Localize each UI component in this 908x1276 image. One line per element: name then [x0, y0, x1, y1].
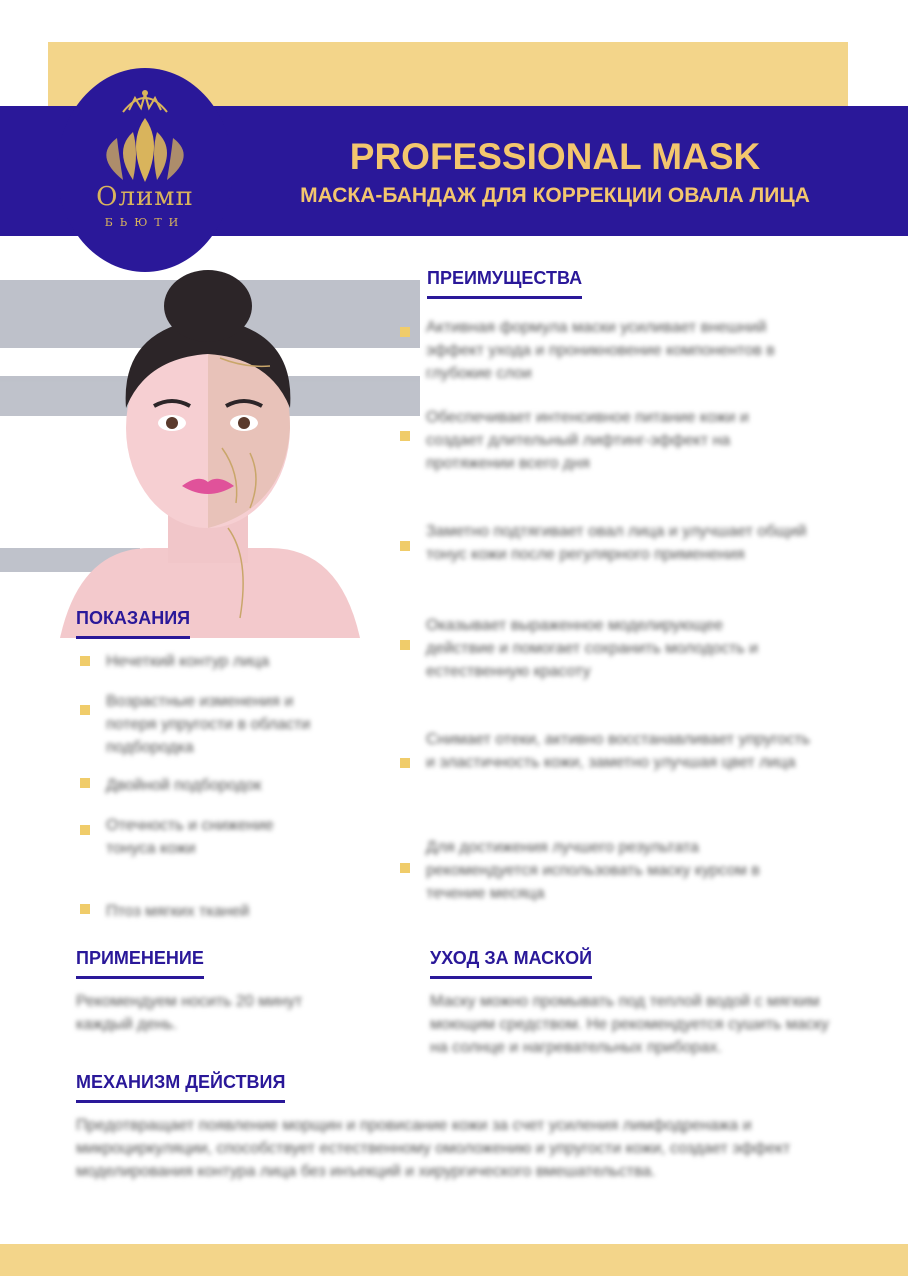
indication-item: Птоз мягких тканей: [106, 903, 250, 920]
mechanism-text: Предотвращает появление морщин и провисание кожи за счет усиления лимфодренажа и микроциркуляции, способствует естественному омоложению и упругости кожи, создает эффект моделирования контура лица без инъекций и хирургического вмешательства.: [76, 1117, 791, 1180]
advantage-item: Активная формула маски усиливает внешний эффект ухода и проникновение компонентов в глубокие слои: [426, 319, 775, 382]
face-before-after-illustration: [0, 258, 420, 638]
application-heading: ПРИМЕНЕНИЕ: [76, 948, 204, 979]
care-heading: УХОД ЗА МАСКОЙ: [430, 948, 592, 979]
page-subtitle: МАСКА-БАНДАЖ ДЛЯ КОРРЕКЦИИ ОВАЛА ЛИЦА: [300, 184, 810, 207]
indication-item: Возрастные изменения и потеря упругости в области подбородка: [106, 693, 311, 756]
bullet-icon: [400, 541, 410, 551]
bullet-icon: [80, 904, 90, 914]
bullet-icon: [80, 825, 90, 835]
bullet-icon: [400, 327, 410, 337]
bullet-icon: [400, 431, 410, 441]
bullet-icon: [400, 758, 410, 768]
bottom-gold-bar: [0, 1244, 908, 1276]
advantage-item: Заметно подтягивает овал лица и улучшает общий тонус кожи после регулярного применения: [426, 523, 807, 563]
bullet-icon: [80, 778, 90, 788]
bullet-icon: [400, 640, 410, 650]
bullet-icon: [80, 656, 90, 666]
care-text: Маску можно промывать под теплой водой с мягким моющим средством. Не рекомендуется сушить маску на солнце и нагревательных приборах.: [430, 993, 829, 1056]
indication-item: Нечеткий контур лица: [106, 653, 270, 670]
bullet-icon: [400, 863, 410, 873]
brand-subtitle: БЬЮТИ: [104, 216, 186, 229]
indications-heading: ПОКАЗАНИЯ: [76, 608, 190, 639]
application-text: Рекомендуем носить 20 минут каждый день.: [76, 993, 303, 1033]
advantage-item: Оказывает выраженное моделирующее действие и помогает сохранить молодость и естественную красоту: [426, 617, 759, 680]
advantage-item: Снимает отеки, активно восстанавливает упругость и эластичность кожи, заметно улучшая цвет лица: [426, 731, 811, 771]
mechanism-heading: МЕХАНИЗМ ДЕЙСТВИЯ: [76, 1072, 285, 1103]
bullet-icon: [80, 705, 90, 715]
page-title: PROFESSIONAL MASK: [349, 136, 761, 177]
advantage-item: Обеспечивает интенсивное питание кожи и создает длительный лифтинг-эффект на протяжении всего дня: [426, 409, 749, 472]
indication-item: Отечность и снижение тонуса кожи: [106, 817, 274, 857]
advantages-heading: ПРЕИМУЩЕСТВА: [427, 268, 582, 299]
indication-item: Двойной подбородок: [106, 777, 262, 794]
lotus-crown-logo-icon: [83, 88, 207, 192]
advantage-item: Для достижения лучшего результата рекомендуется использовать маску курсом в течение месяца: [426, 839, 760, 902]
brand-name: Олимп: [96, 182, 194, 212]
